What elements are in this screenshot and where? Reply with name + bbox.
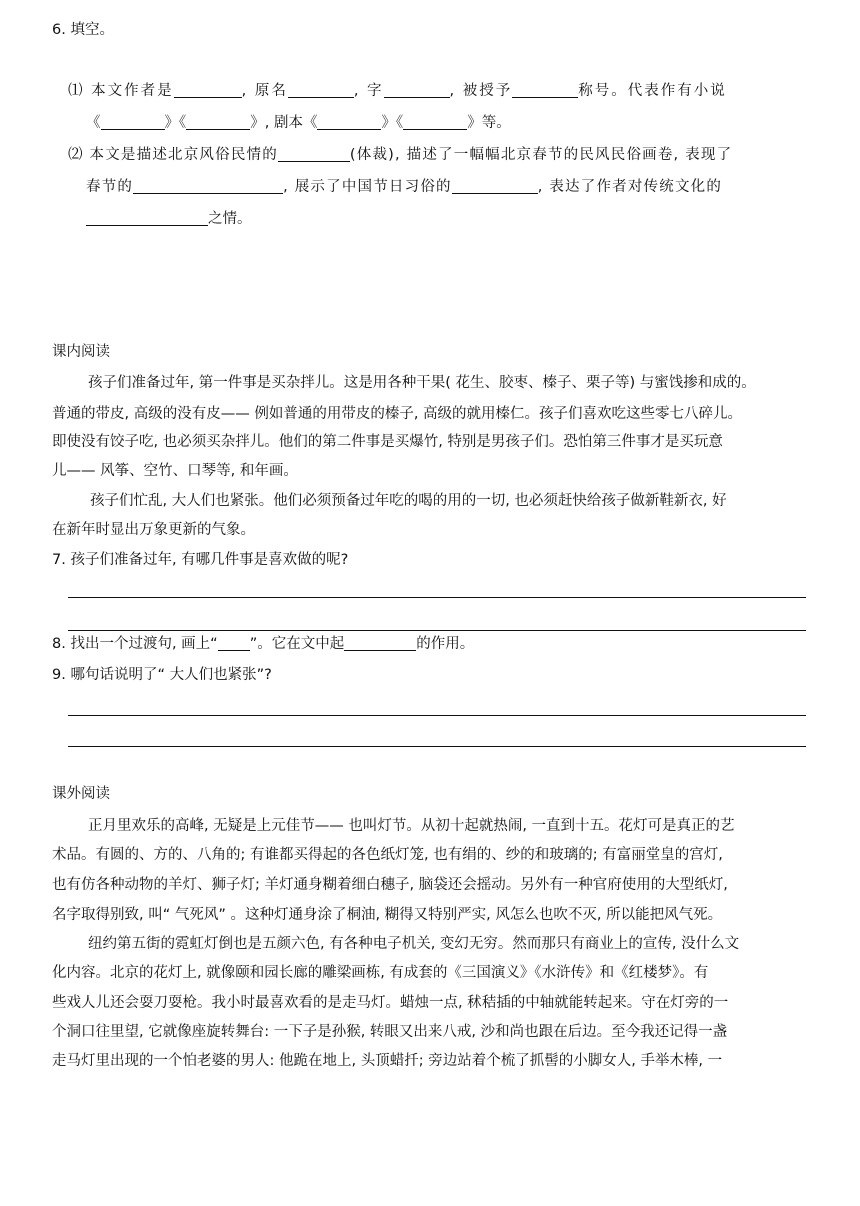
question-6-part-2-line-3 bbox=[86, 209, 252, 229]
blank-festival[interactable] bbox=[133, 177, 283, 194]
text: 》, 剧本《 bbox=[250, 115, 318, 131]
text: 之情。 bbox=[208, 211, 252, 227]
answer-line-q7-2[interactable] bbox=[68, 630, 806, 631]
inclass-line: 普通的带皮, 高级的没有皮—— 例如普通的用带皮的榛子, 高级的就用榛仁。孩子们喜欢吃这些零七八碎儿。 bbox=[52, 406, 743, 422]
text: 》《 bbox=[381, 115, 404, 131]
outclass-line: 纽约第五街的霓虹灯倒也是五颜六色, 有各种电子机关, 变幻无穷。然而那只有商业上的宣传, 没什么文 bbox=[88, 936, 740, 952]
inclass-line: 孩子们忙乱, 大人们也紧张。他们必须预备过年吃的喝的用的一切, 也必须赶快给孩子做新鞋新衣, 好 bbox=[90, 493, 727, 509]
question-6-title: 6. 填空。 bbox=[52, 22, 114, 38]
text: , 表达了作者对传统文化的 bbox=[537, 179, 723, 195]
text: , 展示了中国节日习俗的 bbox=[283, 179, 452, 195]
text: 8. 找出一个过渡句, 画上“ bbox=[52, 636, 218, 652]
question-9: 9. 哪句话说明了“ 大人们也紧张”? bbox=[52, 667, 272, 683]
answer-line-q7-1[interactable] bbox=[68, 597, 806, 598]
part-number: ⑵ bbox=[68, 147, 84, 163]
question-7: 7. 孩子们准备过年, 有哪几件事是喜欢做的呢? bbox=[52, 552, 349, 568]
text: 《 bbox=[86, 115, 101, 131]
outclass-line: 也有仿各种动物的羊灯、狮子灯; 羊灯通身糊着细白穗子, 脑袋还会摇动。另外有一种官府使用的大型纸灯, bbox=[52, 877, 728, 893]
inclass-line: 儿—— 风筝、空竹、口琴等, 和年画。 bbox=[52, 463, 298, 479]
text: , 原名 bbox=[241, 83, 288, 99]
part-number: ⑴ bbox=[68, 83, 85, 99]
question-8 bbox=[52, 634, 474, 654]
inclass-line: 即使没有饺子吃, 也必须买杂拌儿。他们的第二件事是买爆竹, 特别是男孩子们。恐怕第三件事才是买玩意 bbox=[52, 434, 723, 450]
blank-title[interactable] bbox=[512, 81, 578, 98]
inclass-line: 在新年时显出万象更新的气象。 bbox=[52, 522, 255, 538]
text: ”。它在文中起 bbox=[249, 636, 345, 652]
outclass-line: 化内容。北京的花灯上, 就像颐和园长廊的雕梁画栋, 有成套的《三国演义》《水浒传》和《红楼梦》。有 bbox=[52, 965, 709, 981]
inclass-line: 孩子们准备过年, 第一件事是买杂拌儿。这是用各种干果( 花生、胶枣、榛子、栗子等) 与蜜饯掺和成的。 bbox=[88, 375, 756, 391]
answer-line-q9-1[interactable] bbox=[68, 715, 806, 716]
blank-original-name[interactable] bbox=[288, 81, 354, 98]
blank-play-2[interactable] bbox=[403, 113, 467, 130]
blank-novel-2[interactable] bbox=[186, 113, 250, 130]
text: (体裁), 描述了一幅幅北京春节的民风民俗画卷, 表现了 bbox=[349, 147, 733, 163]
blank-author[interactable] bbox=[174, 81, 242, 98]
outclass-line: 术品。有圆的、方的、八角的; 有谁都买得起的各色纸灯笼, 也有绢的、纱的和玻璃的; 有富丽堂皇的宫灯, bbox=[52, 847, 723, 863]
outclass-line: 正月里欢乐的高峰, 无疑是上元佳节—— 也叫灯节。从初十起就热闹, 一直到十五。花灯可是真正的艺 bbox=[88, 818, 735, 834]
blank-novel-1[interactable] bbox=[101, 113, 165, 130]
outclass-line: 些戏人儿还会耍刀耍枪。我小时最喜欢看的是走马灯。蜡烛一点, 秫秸插的中轴就能转起来。守在灯旁的一 bbox=[52, 995, 729, 1011]
blank-genre[interactable] bbox=[278, 145, 350, 162]
text: 春节的 bbox=[86, 179, 134, 195]
blank-feeling[interactable] bbox=[86, 209, 208, 226]
text: 称号。代表作有小说 bbox=[578, 83, 727, 99]
inclass-reading-heading: 课内阅读 bbox=[52, 344, 110, 360]
text: , 被授予 bbox=[449, 83, 513, 99]
blank-customs[interactable] bbox=[452, 177, 538, 194]
text: 》等。 bbox=[467, 115, 511, 131]
outclass-reading-heading: 课外阅读 bbox=[52, 786, 110, 802]
text: 》《 bbox=[164, 115, 187, 131]
text: 的作用。 bbox=[416, 636, 475, 652]
blank-underline-mark[interactable] bbox=[218, 634, 250, 651]
text: , 字 bbox=[353, 83, 384, 99]
question-6-part-2-line-2 bbox=[86, 177, 722, 197]
question-6-part-2 bbox=[68, 145, 732, 165]
outclass-line: 走马灯里出现的一个怕老婆的男人: 他跪在地上, 头顶蜡扦; 旁边站着个梳了抓髻的小脚女人, 手举木棒, 一 bbox=[52, 1053, 723, 1069]
blank-function[interactable] bbox=[344, 634, 416, 651]
text: 本文是描述北京风俗民情的 bbox=[89, 147, 278, 163]
answer-line-q9-2[interactable] bbox=[68, 746, 806, 747]
outclass-line: 个洞口往里望, 它就像座旋转舞台: 一下子是孙猴, 转眼又出来八戒, 沙和尚也跟在后边。至今我还记得一盏 bbox=[52, 1024, 728, 1040]
question-6-part-1 bbox=[68, 81, 727, 101]
text: 本文作者是 bbox=[91, 83, 174, 99]
blank-play-1[interactable] bbox=[317, 113, 381, 130]
outclass-line: 名字取得别致, 叫“ 气死风” 。这种灯通身涂了桐油, 糊得又特别严实, 风怎么也吹不灭, 所以能把风气死。 bbox=[52, 907, 723, 923]
blank-courtesy-name[interactable] bbox=[384, 81, 450, 98]
question-6-part-1-line-2 bbox=[86, 113, 511, 133]
